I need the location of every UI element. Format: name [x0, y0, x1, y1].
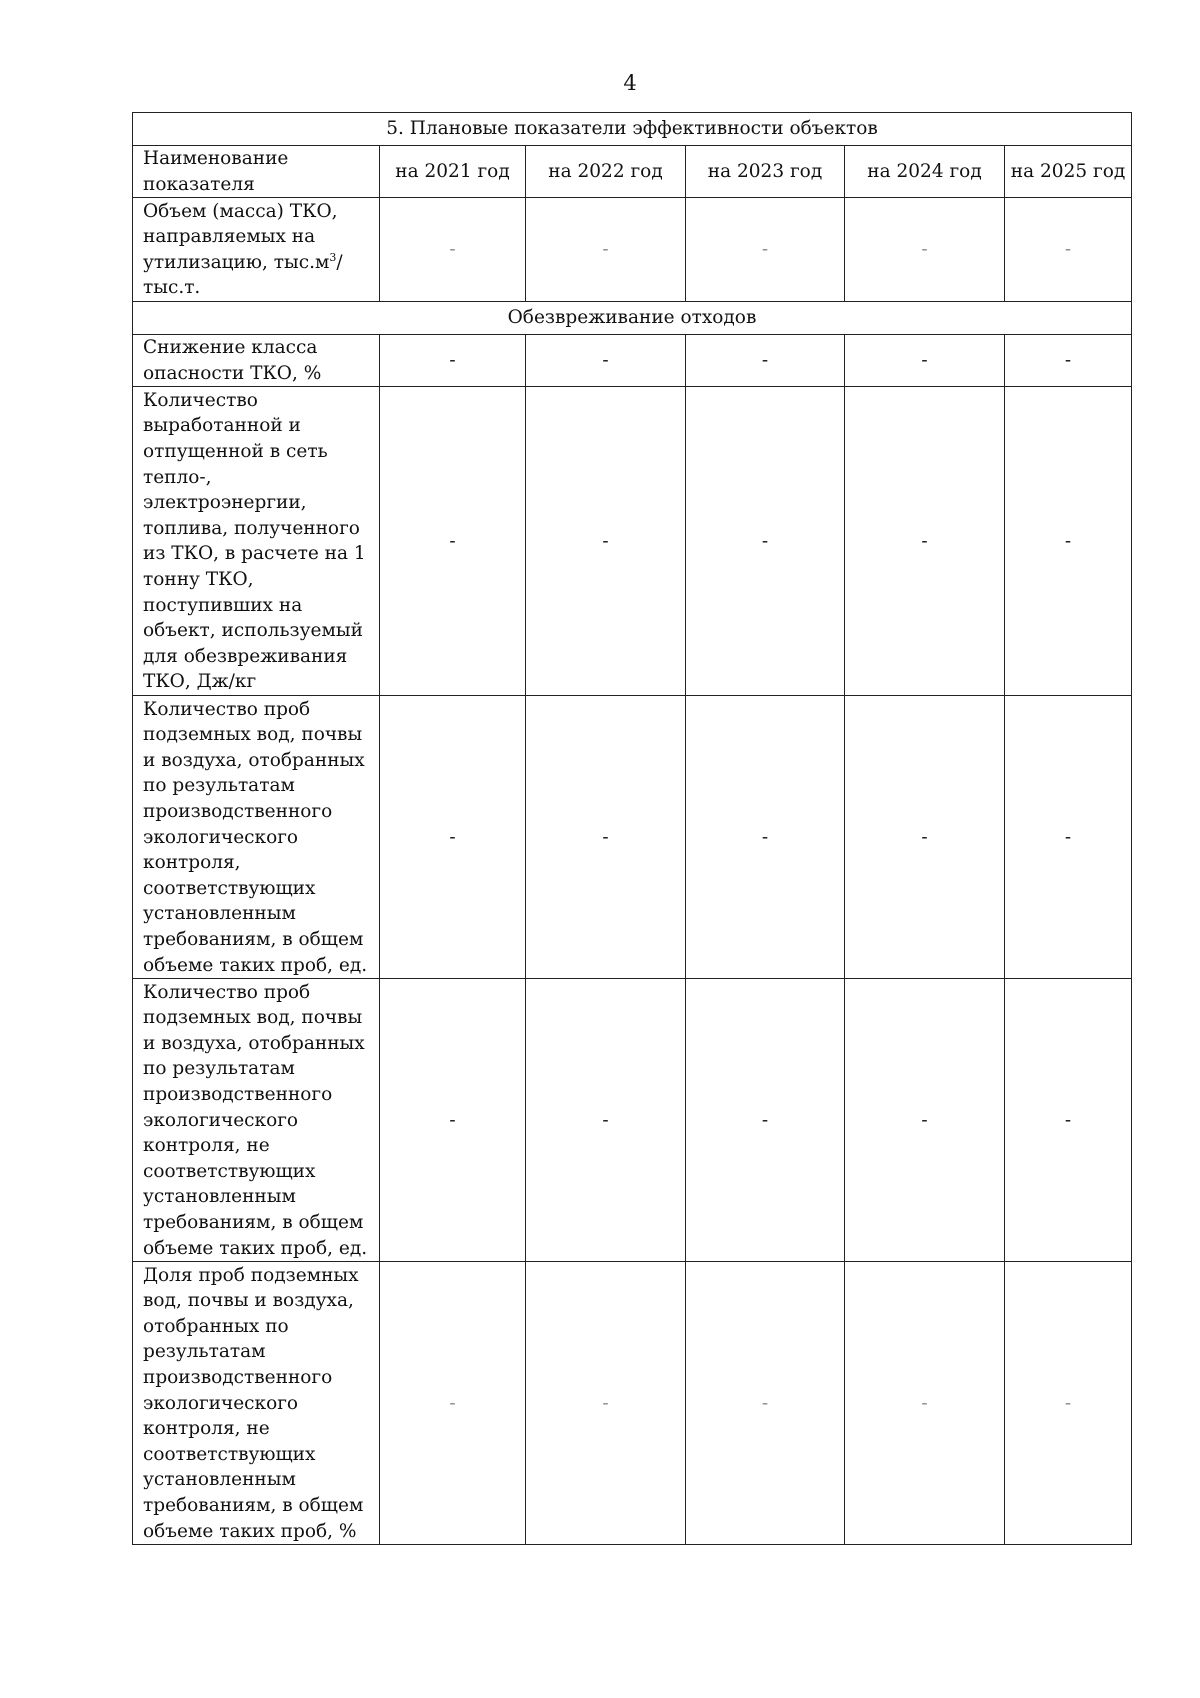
table-row [133, 198, 1132, 302]
table-row [133, 979, 1132, 1262]
header-year-2022: на 2022 год [526, 146, 686, 198]
value-cell: - [686, 696, 845, 979]
section-row [133, 302, 1132, 335]
value-cell: - [686, 387, 845, 696]
value-cell: - [845, 198, 1005, 302]
indicator-name-main: Объем (масса) ТКО, направляемых на утилизацию, тыс.м [143, 200, 338, 273]
value-cell: - [686, 198, 845, 302]
table-row [133, 1262, 1132, 1545]
header-indicator-name: Наименование показателя [133, 146, 380, 198]
performance-indicators-table [132, 112, 1132, 1545]
indicator-name: Количество проб подземных вод, почвы и воздуха, отобранных по результатам производственного экологического контроля, соответствующих установленным требованиям, в общем объеме таких проб, ед. [133, 696, 380, 979]
table-row [133, 387, 1132, 696]
value-cell: - [686, 335, 845, 387]
value-cell: - [526, 696, 686, 979]
value-cell: - [380, 979, 526, 1262]
value-cell: - [686, 979, 845, 1262]
value-cell: - [1005, 696, 1132, 979]
value-cell: - [526, 387, 686, 696]
value-cell: - [380, 1262, 526, 1545]
value-cell: - [380, 198, 526, 302]
header-year-2023: на 2023 год [686, 146, 845, 198]
value-cell: - [1005, 198, 1132, 302]
indicator-name: Количество выработанной и отпущенной в сеть тепло-, электроэнергии, топлива, полученного из ТКО, в расчете на 1 тонну ТКО, поступивших на объект, используемый для обезвреживания ТКО, Дж/кг [133, 387, 380, 696]
table-title-row [133, 113, 1132, 146]
table-row [133, 696, 1132, 979]
value-cell: - [380, 696, 526, 979]
value-cell: - [526, 198, 686, 302]
indicator-name: Снижение класса опасности ТКО, % [133, 335, 380, 387]
value-cell: - [380, 335, 526, 387]
value-cell: - [526, 979, 686, 1262]
value-cell: - [1005, 387, 1132, 696]
value-cell: - [845, 696, 1005, 979]
value-cell: - [380, 387, 526, 696]
value-cell: - [845, 387, 1005, 696]
value-cell: - [526, 1262, 686, 1545]
value-cell: - [1005, 1262, 1132, 1545]
header-year-2025: на 2025 год [1005, 146, 1132, 198]
header-year-2024: на 2024 год [845, 146, 1005, 198]
table-row [133, 335, 1132, 387]
indicator-name: Количество проб подземных вод, почвы и воздуха, отобранных по результатам производственного экологического контроля, не соответствующих установленным требованиям, в общем объеме таких проб, ед. [133, 979, 380, 1262]
value-cell: - [1005, 335, 1132, 387]
page-number: 4 [623, 71, 637, 95]
indicator-name [133, 198, 380, 302]
indicator-name-superscript: 3 [329, 250, 337, 264]
table-header-row [133, 146, 1132, 198]
value-cell: - [845, 1262, 1005, 1545]
header-year-2021: на 2021 год [380, 146, 526, 198]
indicator-name: Доля проб подземных вод, почвы и воздуха, отобранных по результатам производственного экологического контроля, не соответствующих установленным требованиям, в общем объеме таких проб, % [133, 1262, 380, 1545]
value-cell: - [845, 979, 1005, 1262]
value-cell: - [526, 335, 686, 387]
table-title: 5. Плановые показатели эффективности объектов [133, 113, 1132, 146]
value-cell: - [686, 1262, 845, 1545]
value-cell: - [1005, 979, 1132, 1262]
value-cell: - [845, 335, 1005, 387]
section-heading: Обезвреживание отходов [133, 302, 1132, 335]
indicator-name-tail: /тыс.т. [143, 251, 343, 299]
